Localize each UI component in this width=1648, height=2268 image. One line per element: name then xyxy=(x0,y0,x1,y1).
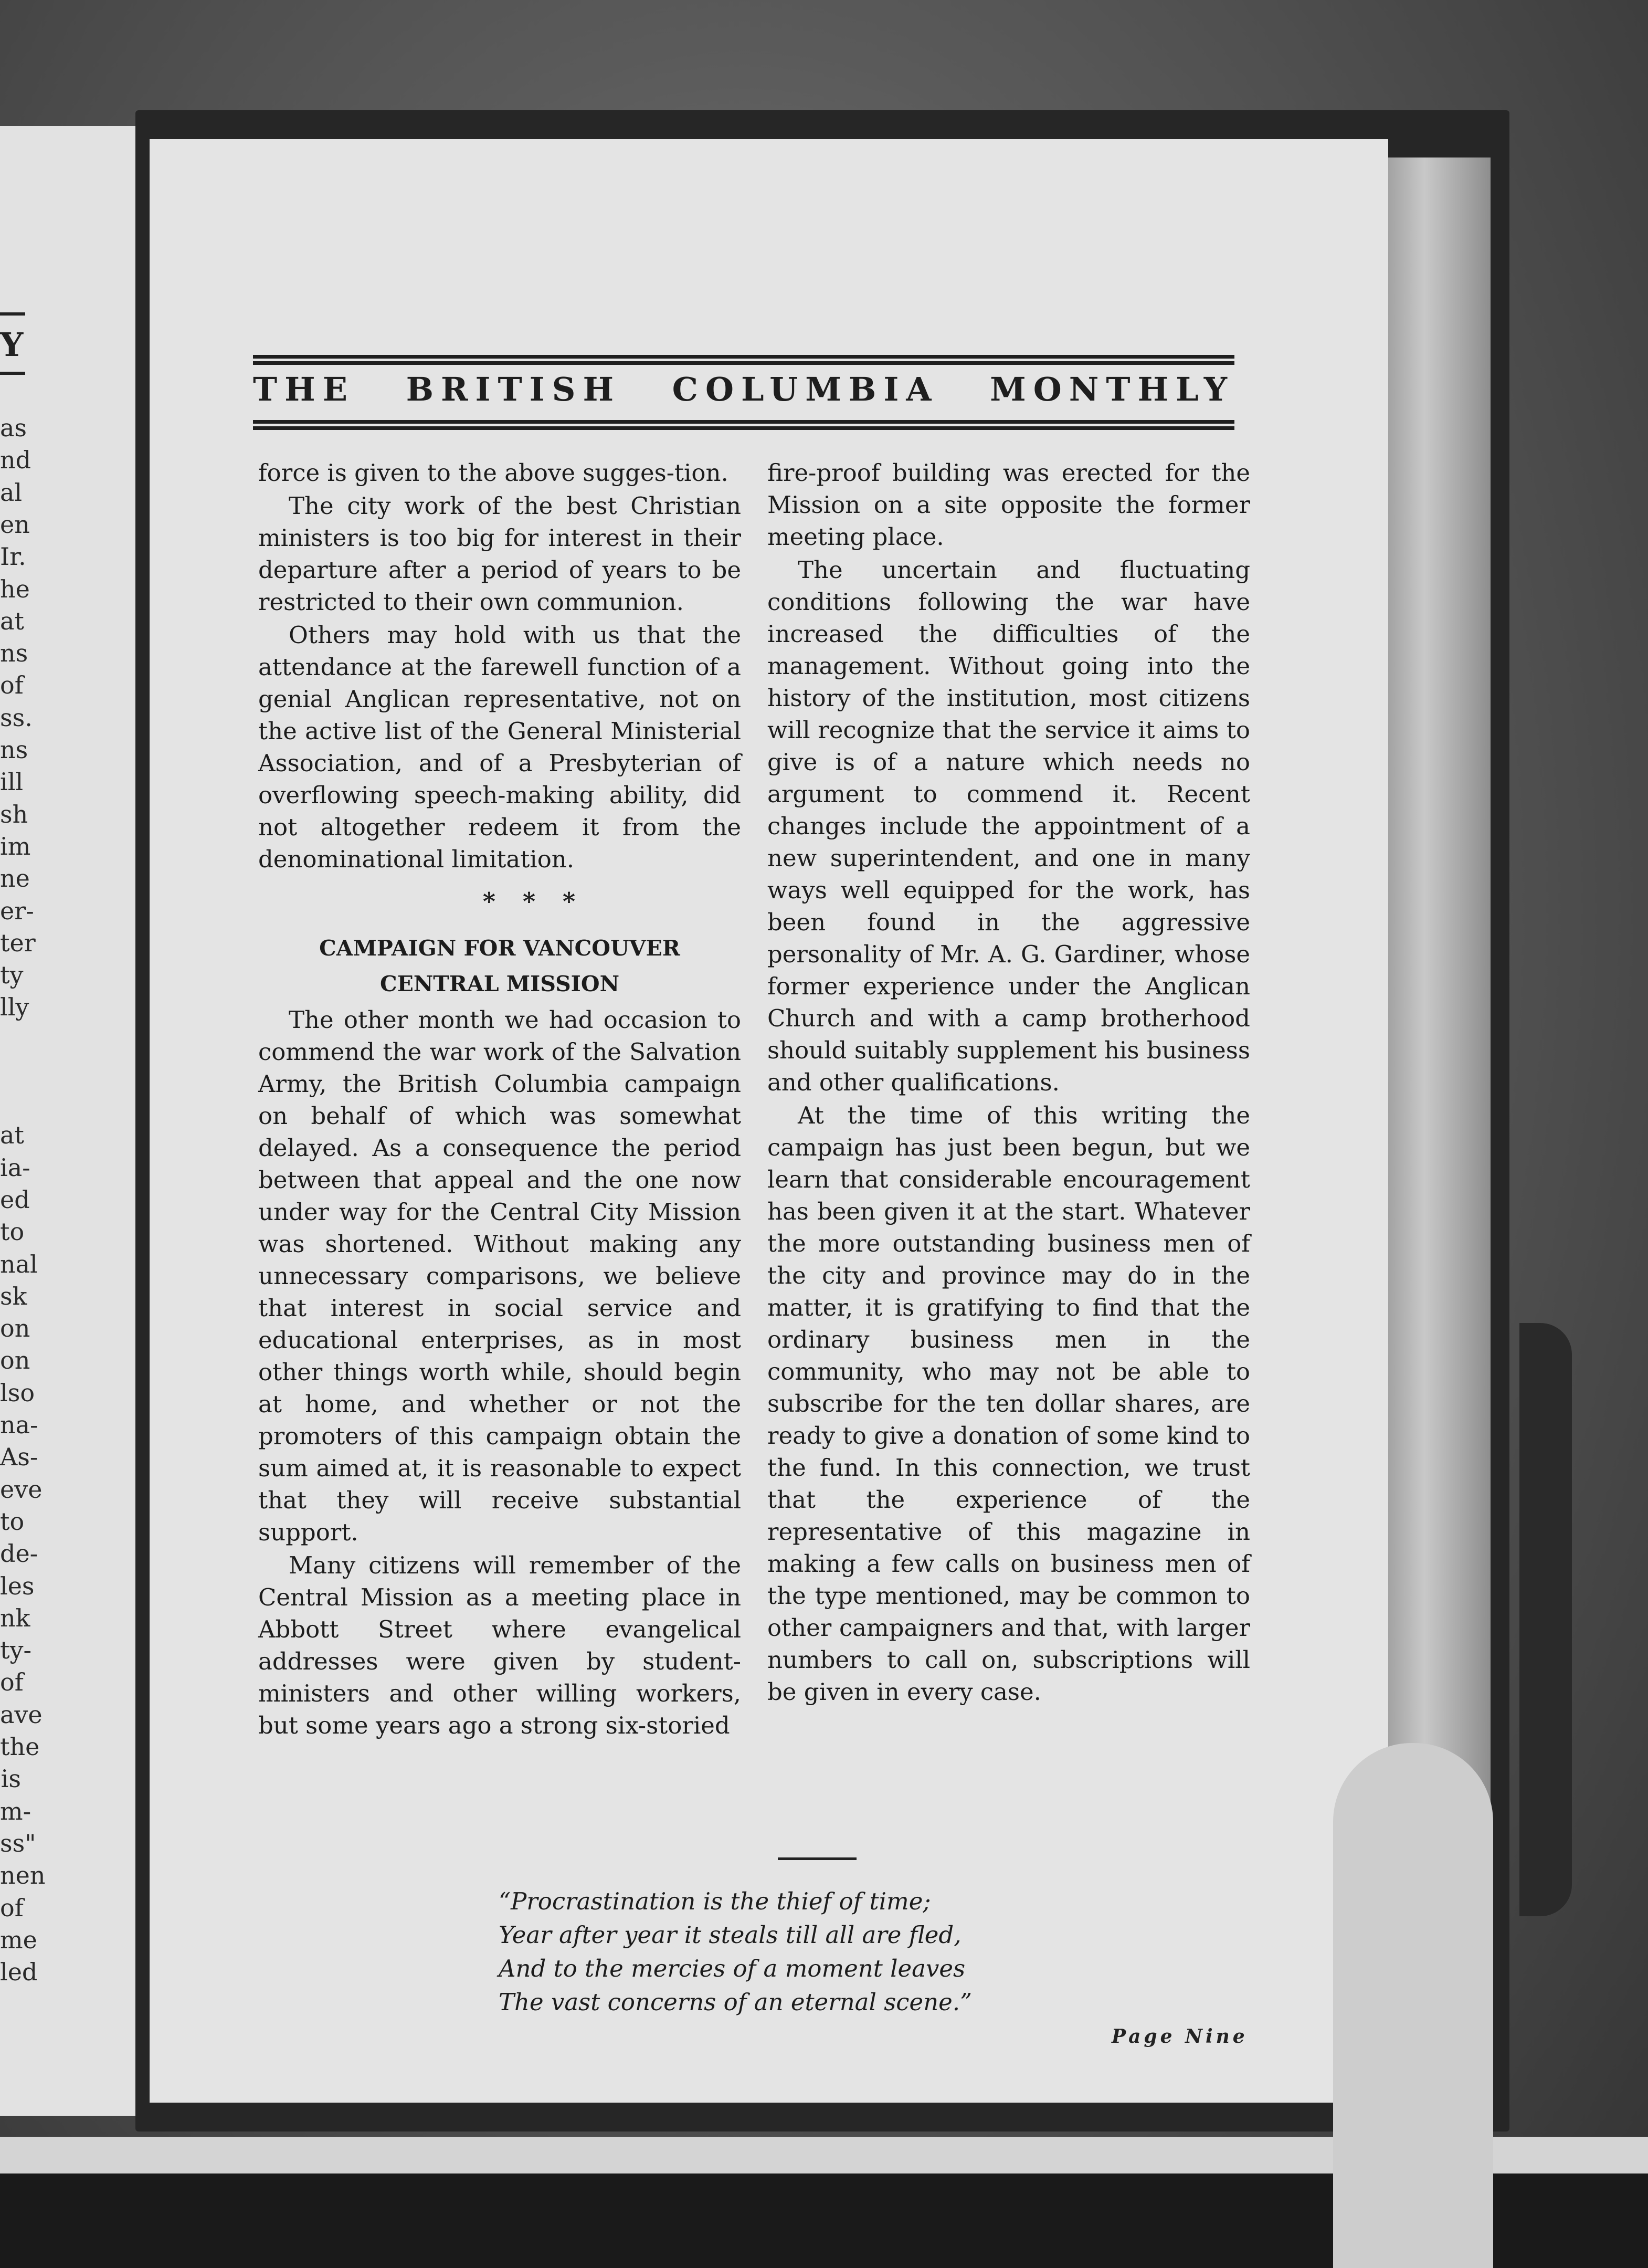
previous-page-line-fragment: en xyxy=(0,510,30,539)
previous-page-line-fragment: eve xyxy=(0,1475,43,1504)
masthead-word: MONTHLY xyxy=(990,370,1234,408)
previous-page-rule-top xyxy=(0,312,25,316)
masthead-word: BRITISH xyxy=(406,370,621,408)
previous-page-line-fragment: nen xyxy=(0,1861,46,1890)
previous-page-line-fragment: ss. xyxy=(0,703,33,732)
article-end-rule xyxy=(778,1857,857,1860)
previous-page-line-fragment: ia- xyxy=(0,1153,30,1182)
paragraph: fire-proof building was erected for the Mission on a site opposite the former meeting place. xyxy=(767,459,1250,551)
poem-line: The vast concerns of an eternal scene.” xyxy=(499,1988,973,2016)
previous-page-line-fragment: ss" xyxy=(0,1829,36,1857)
previous-page-line-fragment: ne xyxy=(0,864,30,893)
previous-page-line-fragment: ed xyxy=(0,1185,30,1214)
previous-page-line-fragment: ns xyxy=(0,639,28,668)
section-heading-line: CENTRAL MISSION xyxy=(379,971,620,996)
previous-page-line-fragment: m- xyxy=(0,1797,31,1825)
paragraph: The city work of the best Christian ministers is too big for interest in their departure after a period of years to be restricted to their own communion. xyxy=(258,492,741,616)
paragraph: The other month we had occasion to commend the war work of the Salvation Army, the British Columbia campaign on behalf of which was somewhat delayed. As a consequence the period between that appeal and the one now under way for the Central City Mission was shortened. Without making any unnecessary comparisons, we believe that interest in social service and educational enterprises, as in most other things worth while, should begin at home, and whether or not the promoters of this campaign obtain the sum aimed at, it is reasonable to expect that they will receive substantial support. xyxy=(258,1006,741,1546)
paragraph: force is given to the above sugges-tion. xyxy=(258,459,728,487)
previous-page-line-fragment: ty xyxy=(0,961,24,990)
previous-page-line-fragment: as xyxy=(0,414,27,442)
previous-page-line-fragment: sk xyxy=(0,1282,27,1310)
masthead-word: COLUMBIA xyxy=(672,370,939,408)
poem-line: Year after year it steals till all are fled, xyxy=(499,1921,962,1949)
previous-page-line-fragment: nk xyxy=(0,1603,30,1632)
previous-page-line-fragment: to xyxy=(0,1507,25,1536)
poem-line: And to the mercies of a moment leaves xyxy=(499,1955,966,1982)
previous-page-line-fragment: ter xyxy=(0,928,36,957)
previous-page-line-fragment: at xyxy=(0,606,24,635)
paragraph: The uncertain and fluctuating conditions following the war have increased the difficulties of the management. Without going into the history of the institution, most citizens will recognize that the service it aims to give is of a nature which needs no argument to commend it. Recent changes include the appointment of a new superintendent, and one in many ways well equipped for the work, has been found in the aggressive personality of Mr. A. G. Gardiner, whose former experience under the Anglican Church and with a camp brotherhood should suitably supplement his business and other qualifications. xyxy=(767,556,1250,1096)
previous-page-line-fragment: sh xyxy=(0,800,28,828)
section-heading-line: CAMPAIGN FOR VANCOUVER xyxy=(319,936,680,961)
previous-page-line-fragment: les xyxy=(0,1571,35,1600)
page-number: Page Nine xyxy=(1112,2025,1248,2048)
previous-page-line-fragment: me xyxy=(0,1925,37,1954)
previous-page-line-fragment: he xyxy=(0,574,30,603)
previous-page-line-fragment: nal xyxy=(0,1250,38,1278)
masthead-rule-top-thin xyxy=(253,361,1234,365)
previous-page-line-fragment: to xyxy=(0,1217,25,1246)
previous-page-line-fragment: al xyxy=(0,478,23,507)
previous-page-line-fragment: ave xyxy=(0,1700,43,1729)
previous-page-line-fragment: na- xyxy=(0,1411,38,1439)
masthead-rule-bottom-thin xyxy=(253,426,1234,430)
previous-page-header-fragment: Y xyxy=(0,326,26,364)
previous-page-line-fragment: led xyxy=(0,1958,38,1987)
previous-page-line-fragment: im xyxy=(0,832,31,860)
previous-page-line-fragment: lly xyxy=(0,993,29,1022)
paragraph: Others may hold with us that the attendance at the farewell function of a genial Anglican representative, not on the active list of the General Ministerial Association, and of a Presbyterian of overflowing speech-making ability, did not altogether redeem it from the denominational limitation. xyxy=(258,621,741,873)
previous-page-line-fragment: on xyxy=(0,1314,30,1343)
previous-page-line-fragment: the xyxy=(0,1732,40,1761)
masthead xyxy=(253,365,1234,413)
previous-page-line-fragment: of xyxy=(0,1893,24,1922)
previous-page-line-fragment: on xyxy=(0,1346,30,1375)
previous-page-line-fragment: of xyxy=(0,671,24,700)
previous-page-line-fragment: nd xyxy=(0,446,31,475)
previous-page-line-fragment: de- xyxy=(0,1539,38,1568)
poem-quotation xyxy=(499,1885,1128,2019)
previous-page-line-fragment: Ir. xyxy=(0,542,26,571)
previous-page xyxy=(0,126,150,2116)
page-holder-paddle xyxy=(1333,1743,1493,2268)
paragraph: Many citizens will remember of the Central Mission as a meeting place in Abbott Street where evangelical addresses were given by student-ministers and other willing workers, but some years ago a strong six-storied xyxy=(258,1551,741,1739)
previous-page-line-fragment: lso xyxy=(0,1378,35,1407)
article-column-left xyxy=(258,457,741,1741)
paragraph: At the time of this writing the campaign has just been begun, but we learn that considerable encouragement has been given it at the start. Whatever the more outstanding business men of the city and province may do in the matter, it is gratifying to find that the ordinary business men in the community, who may not be able to subscribe for the ten dollar shares, are ready to give a donation of some kind to the fund. In this connection, we trust that the experience of the representative of this magazine in making a few calls on business men of the type mentioned, may be common to other campaigners and that, with larger numbers to call on, subscriptions will be given in every case. xyxy=(767,1101,1250,1706)
page-holder-shadow xyxy=(1519,1323,1572,1916)
section-separator: * * * xyxy=(482,887,585,916)
poem-line: “Procrastination is the thief of time; xyxy=(499,1887,931,1915)
previous-page-line-fragment: of xyxy=(0,1668,24,1697)
previous-page-line-fragment: ty- xyxy=(0,1636,32,1665)
previous-page-line-fragment: is xyxy=(1,1765,21,1793)
previous-page-line-fragment: at xyxy=(0,1121,24,1150)
previous-page-line-fragment: As- xyxy=(0,1443,38,1472)
previous-page-line-fragment: ill xyxy=(0,768,24,796)
previous-page-line-fragment: ns xyxy=(0,736,28,764)
masthead-word: THE xyxy=(253,370,355,408)
previous-page-line-fragment: er- xyxy=(0,896,34,925)
previous-page-rule-bottom xyxy=(0,372,25,375)
masthead-rule-top xyxy=(253,355,1234,359)
article-column-right xyxy=(767,457,1250,1708)
masthead-rule-bottom xyxy=(253,420,1234,424)
